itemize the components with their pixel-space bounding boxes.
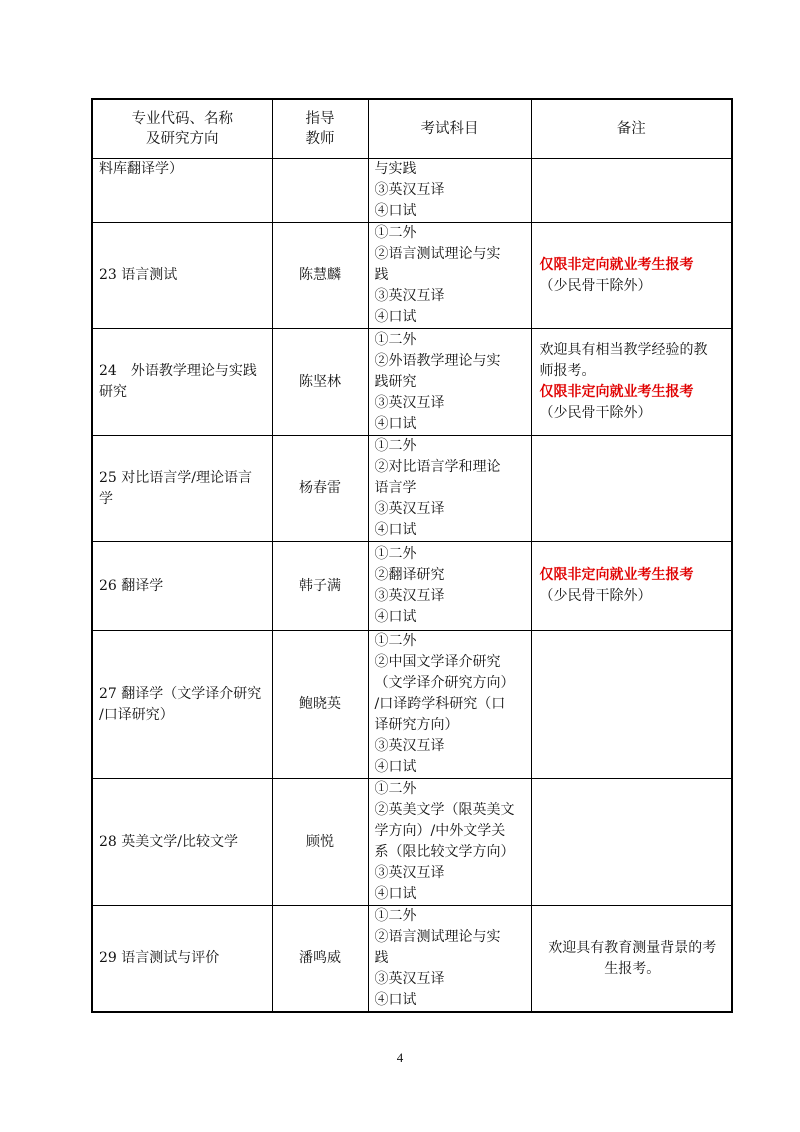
exam-cell: [368, 329, 531, 436]
exam-line: ④口试: [374, 415, 417, 432]
exam-line: ③英汉互译: [374, 865, 445, 881]
header-advisor-line: 指导: [305, 111, 335, 127]
exam-line: 语言学: [374, 480, 417, 496]
note-cell: [531, 542, 732, 631]
header-note: 备注: [531, 99, 732, 159]
major-line: 24 外语教学理论与实践: [99, 363, 257, 379]
note-cell: [531, 436, 732, 542]
major-line: 料库翻译学）: [99, 161, 183, 177]
exam-line: ②中国文学译介研究: [374, 654, 501, 670]
exam-line: ④口试: [374, 992, 417, 1008]
note-line: 欢迎具有教育测量背景的考: [548, 939, 717, 956]
note-cell: [531, 223, 732, 329]
exam-line: ③英汉互译: [374, 501, 445, 517]
major-cell: [92, 542, 272, 631]
note-cell: [531, 631, 732, 779]
major-line: 研究: [99, 384, 127, 400]
major-cell: [92, 329, 272, 436]
table-row: [92, 779, 732, 906]
header-exam: 考试科目: [368, 99, 531, 159]
major-line: 28 英美文学/比较文学: [99, 833, 238, 850]
exam-line: 与实践: [374, 161, 417, 177]
exam-line: 译研究方向）: [374, 717, 459, 733]
restriction-notice: 仅限非定向就业考生报考: [539, 256, 694, 273]
major-line: 学: [99, 490, 113, 507]
note-cell: [531, 779, 732, 906]
exam-line: 学方向）/中外文学关: [374, 823, 506, 839]
exam-line: 系（限比较文学方向）: [374, 844, 515, 860]
exam-cell: [368, 436, 531, 542]
exam-line: ③英汉互译: [374, 288, 445, 304]
exam-cell: [368, 159, 531, 223]
major-cell: [92, 906, 272, 1013]
exam-line: ②外语教学理论与实: [374, 352, 501, 369]
exam-cell: [368, 906, 531, 1013]
exam-line: ①二外: [374, 781, 417, 797]
exam-line: ④口试: [374, 759, 417, 775]
exam-line: 践: [374, 950, 389, 966]
exam-line: ③英汉互译: [374, 971, 445, 987]
exam-cell: [368, 779, 531, 906]
exam-line: ③英汉互译: [374, 588, 445, 604]
exam-cell: [368, 542, 531, 631]
exam-line: ①二外: [374, 331, 417, 348]
table-row: [92, 436, 732, 542]
advisor-cell: 韩子满: [272, 542, 368, 631]
exception-note: （少民骨干除外）: [539, 277, 652, 294]
restriction-notice: 仅限非定向就业考生报考: [539, 567, 694, 583]
table-row: [92, 906, 732, 1013]
header-major-line: 专业代码、名称: [131, 111, 233, 127]
note-line: 欢迎具有相当教学经验的教: [539, 342, 708, 358]
major-cell: [92, 436, 272, 542]
exam-line: ④口试: [374, 886, 417, 902]
note-cell: [531, 159, 732, 223]
table-row: [92, 223, 732, 329]
header-major-line: 及研究方向: [146, 131, 219, 147]
major-line: 29 语言测试与评价: [99, 950, 220, 966]
exam-line: ③英汉互译: [374, 182, 445, 198]
exam-line: 践: [374, 267, 389, 283]
major-line: 26 翻译学: [99, 577, 164, 594]
header-advisor-line: 教师: [305, 131, 335, 147]
exam-line: ④口试: [374, 309, 417, 325]
advisor-cell: 杨春雷: [272, 436, 368, 542]
major-line: 25 对比语言学/理论语言: [99, 469, 252, 486]
exam-line: ①二外: [374, 225, 417, 241]
note-line: 师报考。: [539, 363, 596, 379]
exam-line: ②翻译研究: [374, 567, 445, 583]
advisor-cell: [272, 159, 368, 223]
note-line: 生报考。: [604, 960, 661, 977]
exception-note: （少民骨干除外）: [539, 588, 652, 604]
exam-line: （文学译介研究方向）: [374, 675, 515, 691]
major-cell: [92, 223, 272, 329]
advisor-cell: 陈坚林: [272, 329, 368, 436]
advisor-cell: 顾悦: [272, 779, 368, 906]
major-cell: [92, 631, 272, 779]
exam-line: ④口试: [374, 609, 417, 625]
table-header-row: [92, 99, 732, 159]
exam-line: ③英汉互译: [374, 738, 445, 754]
advisor-cell: 鲍晓英: [272, 631, 368, 779]
note-cell: [531, 906, 732, 1013]
exam-line: ①二外: [374, 546, 417, 562]
major-line: 27 翻译学（文学译介研究: [99, 685, 262, 702]
table-row: [92, 631, 732, 779]
exam-cell: [368, 631, 531, 779]
exam-line: ②对比语言学和理论: [374, 459, 501, 475]
exam-line: ③英汉互译: [374, 394, 445, 411]
advisor-cell: 潘鸣威: [272, 906, 368, 1013]
restriction-notice: 仅限非定向就业考生报考: [539, 384, 694, 400]
exam-line: ①二外: [374, 908, 417, 924]
major-cell: [92, 159, 272, 223]
exam-line: ①二外: [374, 633, 417, 649]
header-major: [92, 99, 272, 159]
exam-line: /口译跨学科研究（口: [374, 696, 506, 712]
exam-line: ④口试: [374, 522, 417, 538]
admissions-table: [91, 98, 733, 1013]
table-row: [92, 329, 732, 436]
exam-line: ②语言测试理论与实: [374, 246, 501, 262]
major-line: /口译研究）: [99, 706, 174, 723]
exam-line: 践研究: [374, 373, 417, 390]
exam-cell: [368, 223, 531, 329]
major-cell: [92, 779, 272, 906]
header-advisor: [272, 99, 368, 159]
exam-line: ②英美文学（限英美文: [374, 802, 515, 818]
table-row: [92, 542, 732, 631]
table-row: [92, 159, 732, 223]
major-line: 23 语言测试: [99, 267, 178, 283]
exception-note: （少民骨干除外）: [539, 405, 652, 421]
exam-line: ①二外: [374, 438, 417, 454]
exam-line: ②语言测试理论与实: [374, 929, 501, 945]
page-number: 4: [396, 1050, 404, 1065]
advisor-cell: 陈慧麟: [272, 223, 368, 329]
exam-line: ④口试: [374, 203, 417, 219]
note-cell: [531, 329, 732, 436]
